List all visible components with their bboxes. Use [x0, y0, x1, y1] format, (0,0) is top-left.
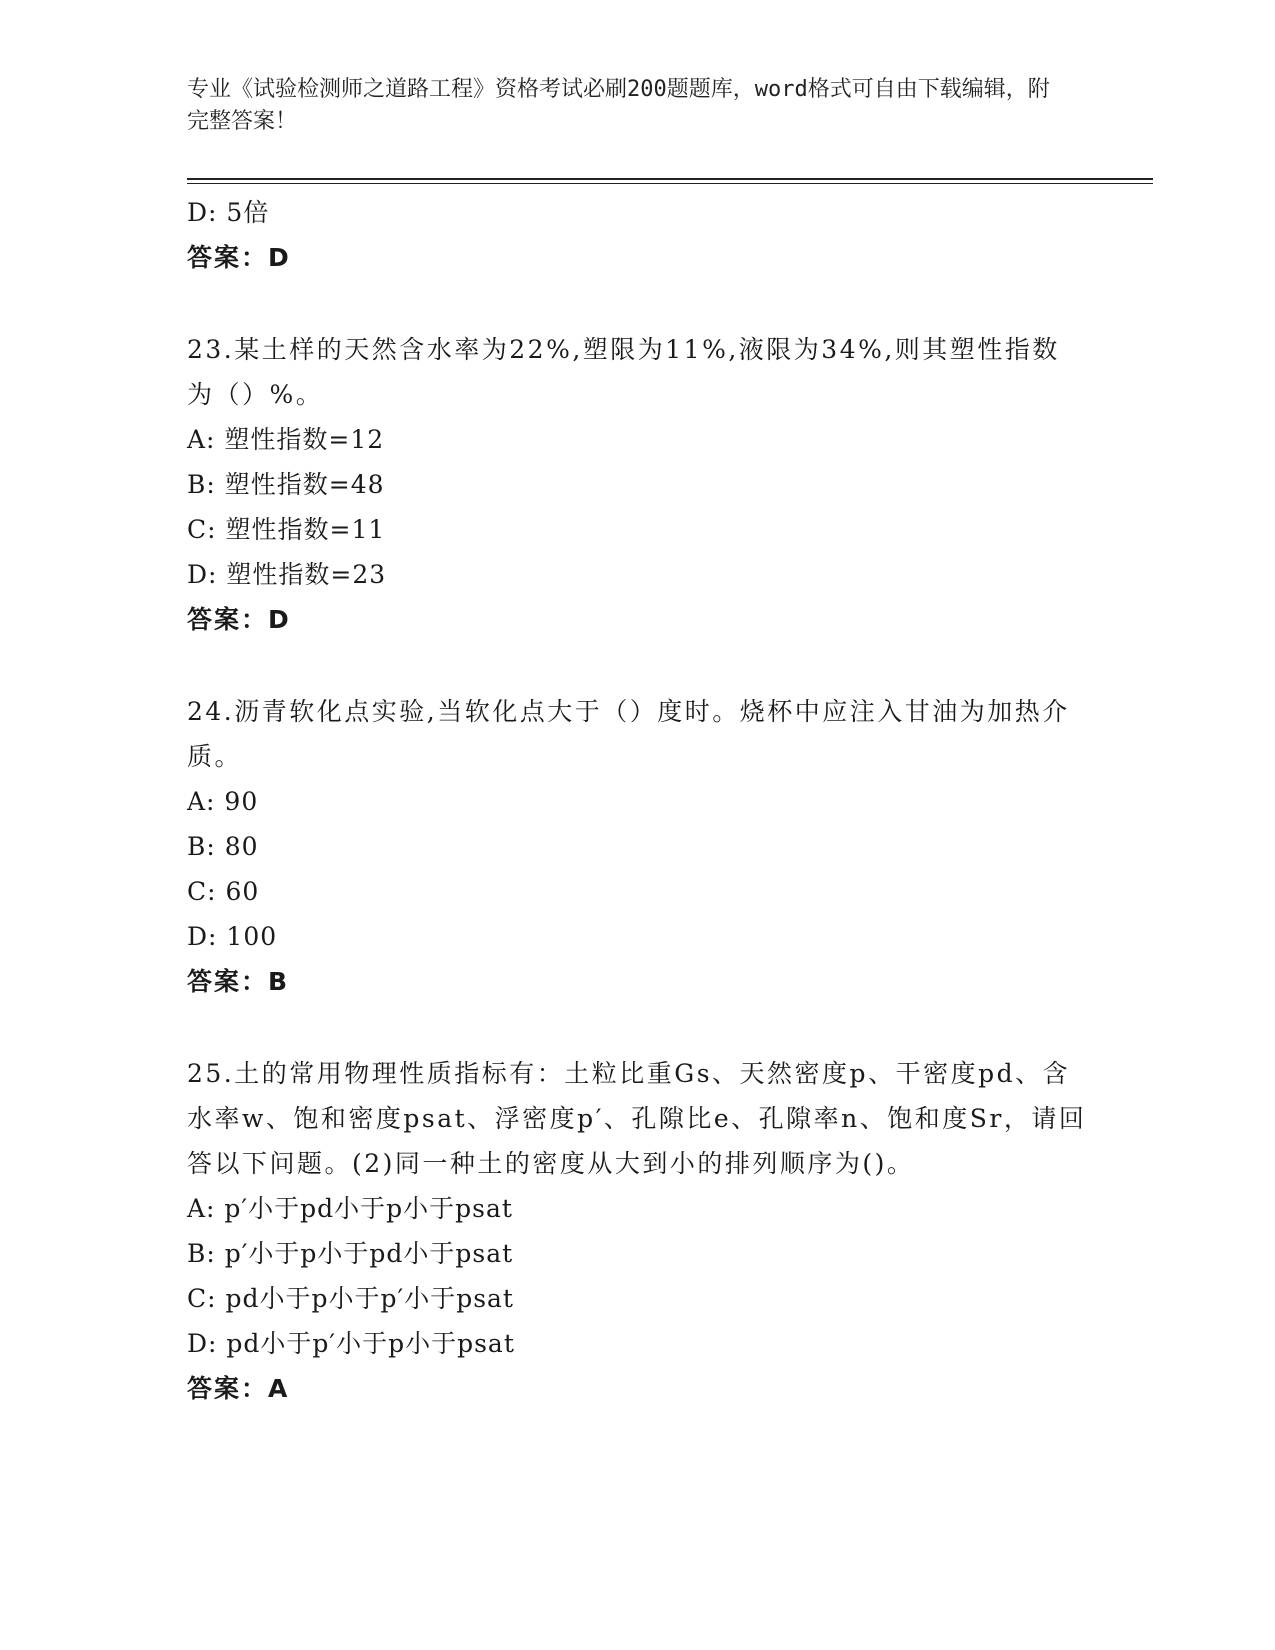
- option-c: C: 塑性指数=11: [187, 515, 386, 544]
- question-text: 23.某土样的天然含水率为22%,塑限为11%,液限为34%,则其塑性指数为（）%。: [187, 335, 1060, 409]
- answer-label: 答案：: [187, 605, 269, 634]
- option-b: B: 80: [187, 832, 259, 861]
- option-d: D: 5倍: [187, 198, 270, 227]
- question-text: 24.沥青软化点实验,当软化点大于（）度时。烧杯中应注入甘油为加热介质。: [187, 697, 1070, 771]
- question-block: [187, 689, 1087, 1004]
- option-a: A: p′小于pd小于p小于psat: [187, 1194, 513, 1223]
- answer-value: D: [268, 243, 289, 272]
- option-b: B: p′小于p小于pd小于psat: [187, 1239, 514, 1268]
- option-a: A: 90: [187, 787, 259, 816]
- answer-label: 答案：: [187, 1374, 269, 1403]
- header-divider: [187, 178, 1153, 180]
- header-divider-thin: [187, 183, 1153, 184]
- answer-line: [187, 1366, 1087, 1411]
- option-d: D: pd小于p′小于p小于psat: [187, 1329, 515, 1358]
- answer-value: D: [268, 605, 289, 634]
- option-d: D: 100: [187, 922, 278, 951]
- answer-value: B: [268, 967, 288, 996]
- option-b: B: 塑性指数=48: [187, 470, 385, 499]
- answer-value: A: [268, 1374, 288, 1403]
- page-header: 专业《试验检测师之道路工程》资格考试必刷200题题库，word格式可自由下载编辑，附完整答案！: [187, 77, 1050, 134]
- answer-label: 答案：: [187, 243, 269, 272]
- option-c: C: pd小于p小于p′小于psat: [187, 1284, 514, 1313]
- option-a: A: 塑性指数=12: [187, 425, 385, 454]
- question-content: [187, 190, 1087, 1411]
- question-block: [187, 327, 1087, 642]
- answer-label: 答案：: [187, 967, 269, 996]
- option-d: D: 塑性指数=23: [187, 560, 387, 589]
- answer-line: [187, 235, 1087, 280]
- answer-line: [187, 597, 1087, 642]
- question-block: [187, 1051, 1087, 1411]
- answer-line: [187, 959, 1087, 1004]
- option-c: C: 60: [187, 877, 260, 906]
- question-text: 25.土的常用物理性质指标有：土粒比重Gs、天然密度p、干密度pd、含水率w、饱和密度psat、浮密度p′、孔隙比e、孔隙率n、饱和度Sr，请回答以下问题。(2)同一种土的密度从大到小的排列顺序为()。: [187, 1059, 1087, 1178]
